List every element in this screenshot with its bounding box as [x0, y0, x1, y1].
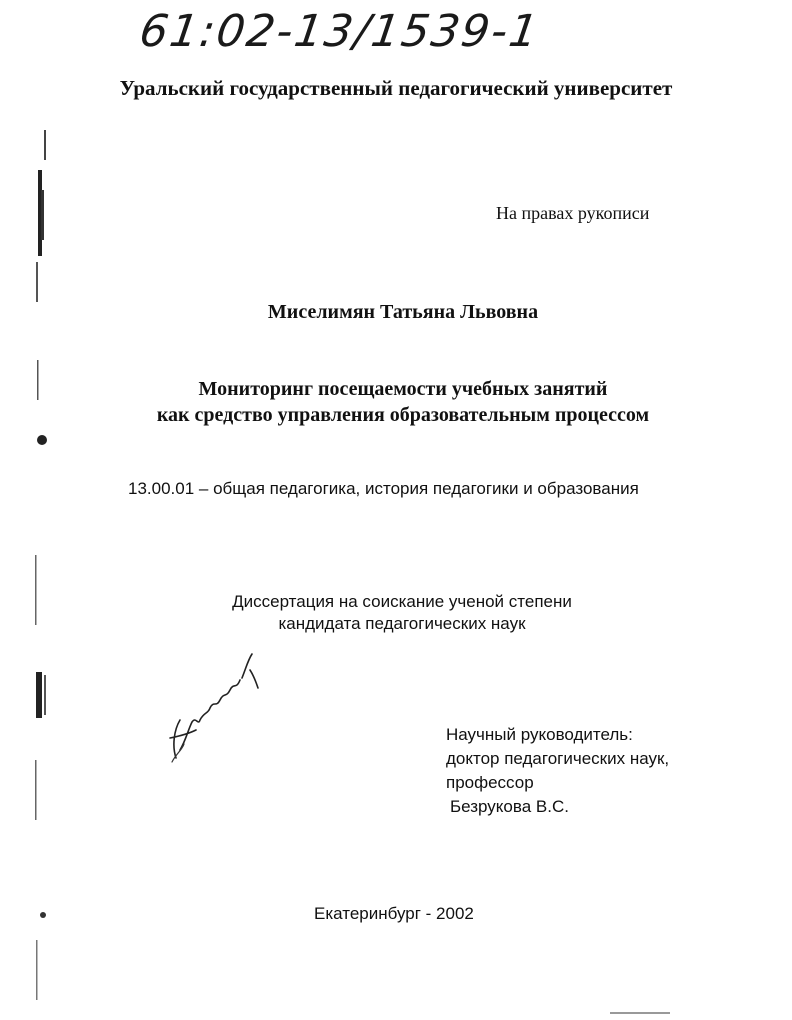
scan-mark-line-5: [36, 940, 38, 1000]
scan-mark-dot: [37, 435, 47, 445]
supervisor-label: Научный руководитель:: [446, 725, 633, 744]
author-name: Миселимян Татьяна Львовна: [267, 301, 539, 323]
title-line-1: Мониторинг посещаемости учебных занятий: [198, 378, 608, 400]
supervisor-name: Безрукова В.С.: [450, 797, 569, 816]
scan-mark-bar-top-shadow: [41, 190, 44, 240]
archive-code: 61:02-13/1539-1: [136, 6, 543, 57]
manuscript-rights: На правах рукописи: [496, 203, 650, 223]
university-name: Уральский государственный педагогический университет: [119, 76, 673, 100]
supervisor-block: [446, 723, 669, 819]
scan-mark-bar-middle: [36, 672, 42, 718]
scan-mark-tick-top: [44, 130, 46, 160]
scan-mark-line-4: [35, 760, 37, 820]
specialty-code: 13.00.01 – общая педагогика, история педагогики и образования: [128, 479, 639, 498]
handwritten-signature-icon: [158, 650, 268, 770]
scan-mark-line-1: [36, 262, 38, 302]
supervisor-rank: профессор: [446, 773, 534, 792]
scan-mark-bar-top: [38, 170, 42, 256]
dissertation-title: [0, 376, 792, 428]
city-year: Екатеринбург - 2002: [314, 904, 474, 923]
title-line-2: как средство управления образовательным процессом: [156, 404, 650, 426]
scan-mark-small-dot: [40, 912, 46, 918]
supervisor-degree: доктор педагогических наук,: [446, 749, 670, 768]
degree-line-2: кандидата педагогических наук: [278, 614, 526, 633]
scan-mark-bottom: [610, 1012, 670, 1014]
degree-statement: [0, 591, 792, 635]
scan-mark-bar-middle-shadow: [44, 675, 46, 715]
degree-line-1: Диссертация на соискание ученой степени: [232, 592, 572, 611]
